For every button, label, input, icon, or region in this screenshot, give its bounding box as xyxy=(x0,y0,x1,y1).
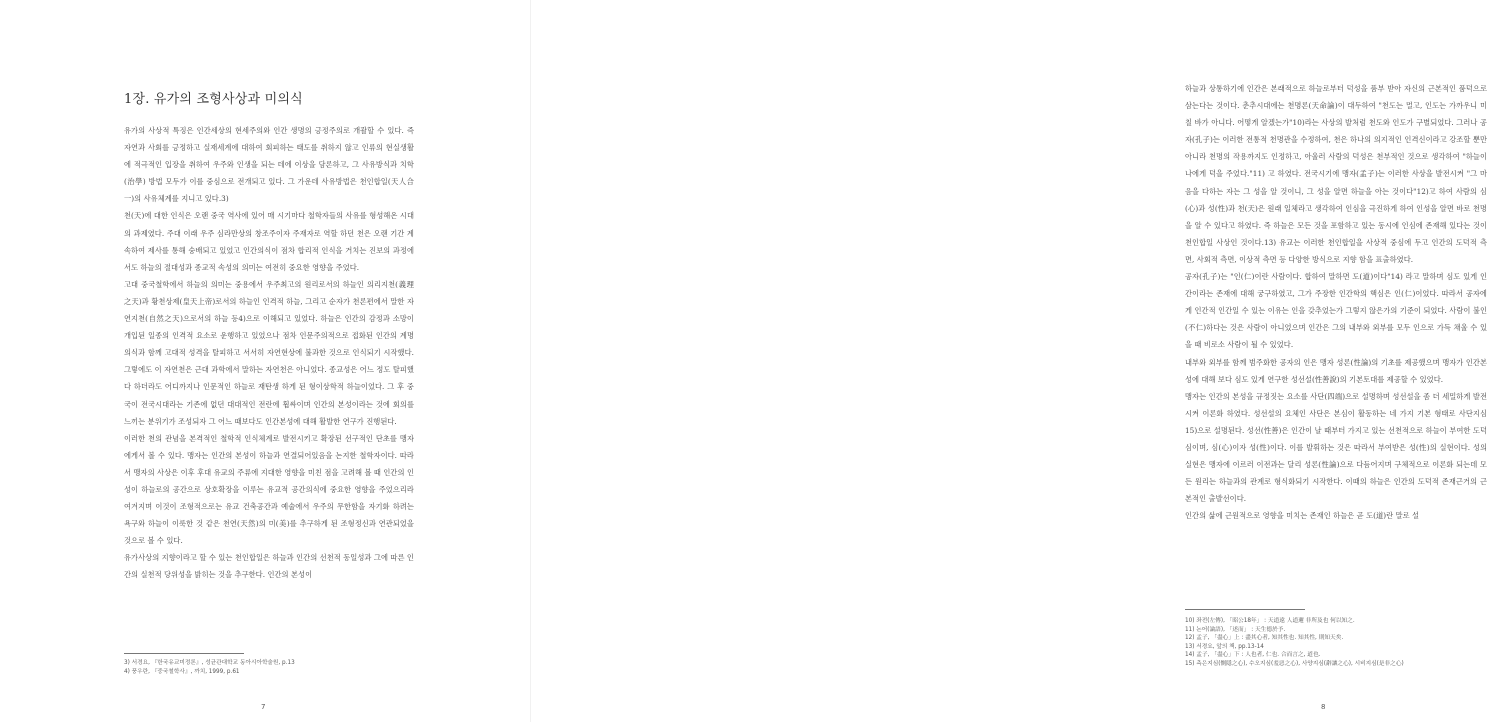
paragraph: 천(天)에 대한 인식은 오랜 중국 역사에 있어 매 시기마다 철학자들의 사유를 형성해온 시대의 과제였다. 주대 이래 우주 심라만상의 창조주이자 주재자로 역할 하던 천은 오랜 기간 계속하여 제사를 통해 숭배되고 있었고 인간의식이 점차 합리적 인식을 거치는 진보의 과정에서도 하늘의 절대성과 종교적 속성의 의미는 여전히 중요한 영향을 주었다. xyxy=(124,211,414,272)
chapter-title: 1장. 유가의 조형사상과 미의식 xyxy=(124,92,303,107)
right-page xyxy=(531,0,1487,722)
footnote: 10) 좌전(左傳), 「昭公18年」 : 天道遠 人道邇 非所及也 何以知之. xyxy=(1185,618,1355,624)
footnote: 4) 풍우란, 『중국철학사』, 까치, 1999, p.61 xyxy=(124,668,240,675)
footnote: 14) 孟子, 「盡心」下 : 人也者, 仁也. 合而言之, 道也. xyxy=(1185,652,1321,659)
page-number: 8 xyxy=(1321,703,1326,711)
paragraph: 인간의 삶에 근원적으로 영향을 미치는 존재인 하늘은 곧 도(道)란 말로 설 xyxy=(1185,511,1420,521)
right-body-text xyxy=(1185,80,1487,524)
footnote: 15) 측은지심(惻隱之心), 수오지심(羞惡之心), 사양지심(辭讓之心), 시비지심(是非之心) xyxy=(1185,660,1404,667)
page-number: 7 xyxy=(261,703,266,711)
footnote: 3) 서경요, 『한국유교미정론』, 성균관대학교 동아시아학술원, p.13 xyxy=(124,660,295,666)
left-page xyxy=(0,0,530,722)
left-footnotes xyxy=(124,659,414,676)
paragraph: 유가사상의 지향이라고 할 수 있는 천인합일은 하늘과 인간의 선천적 동일성과 그에 따른 인간의 실천적 당위성을 밝히는 것을 추구한다. 인간의 본성이 xyxy=(124,553,414,580)
left-body-text xyxy=(124,122,414,584)
footnote: 12) 孟子, 「盡心」上 : 盡其心者, 知其性也. 知其性, 則知天矣. xyxy=(1185,635,1344,642)
paragraph: 고대 중국철학에서 하늘의 의미는 중용에서 우주최고의 원리로서의 하늘인 의리지천(義理之天)과 황천상제(皇天上帝)로서의 하늘인 인격적 하늘, 그리고 순자가 천론편에서 말한 자연지천(自然之天)으로서의 하늘 등4)으로 이해되고 있었다. 하늘은 인간의 감정과 소망이 개입된 일종의 인격적 요소로 운행하고 있었으나 점차 인문주의적으로 접화된 인간의 계명의식과 함께 고대적 성격을 탈피하고 서서히 자연현상에 불과한 것으로 인식되기 시작했다. 그렇에도 이 자연천은 근대 과학에서 말하는 자연천은 아니었다. 종교성은 어느 정도 탈피했다 하더라도 어디까지나 인문적인 하늘로 재탄생 하게 된 형이상학적 하늘이었다. 그 후 중국이 전국시대라는 기존에 없던 대대적인 전란에 휩싸이며 인간의 본성이라는 것에 회의를 느끼는 분위기가 조성되자 그 어느 때보다도 인간본성에 대해 활발한 연구가 진행된다. xyxy=(124,279,414,426)
paragraph: 맹자는 인간의 본성을 규정짓는 요소를 사단(四端)으로 설명하며 성선설을 좀 더 세밀하게 발전시켜 이론화 하였다. 성선설의 요체인 사단은 본심이 활동하는 네 가지 기본 형태로 사단지심15)으로 설명된다. 성선(性善)은 인간이 날 때부터 가지고 있는 선천적으로 하늘이 부여한 도덕심이며, 심(心)이자 성(性)이다. 이를 발휘하는 것은 따라서 부여받은 성(性)의 실현이다. 성의 실현은 맹자에 이르러 이전과는 달리 성론(性論)으로 다듬어지며 구체적으로 이론화 되는데 모든 원리는 하늘과의 관계로 형식화되기 시작한다. 이때의 하늘은 인간의 도덕적 존재근거의 근본적인 출발선이다. xyxy=(1185,391,1487,504)
paragraph: 공자(孔子)는 "인(仁)이란 사람이다. 합하여 말하면 도(道)이다"14) 라고 말하며 심도 있게 인간이라는 존재에 대해 궁구하였고, 그가 주장한 인간학의 핵심은 인(仁)이었다. 따라서 공자에게 인간적 인간일 수 있는 이유는 인을 갖추었는가 그렇지 않은가의 기준이 되었다. 사람이 불인(不仁)하다는 것은 사람이 아니었으며 인간은 그의 내부와 외부를 모두 인으로 가득 채울 수 있을 때 비로소 사람이 될 수 있었다. xyxy=(1185,272,1487,350)
paragraph: 이러한 천의 관념을 본격적인 철학적 인식체계로 발전시키고 확장된 선구적인 단초를 맹자에게서 볼 수 있다. 맹자는 인간의 본성이 하늘과 연결되어있음을 논지한 철학자이다. 따라서 맹자의 사상은 이후 후대 유교의 주류에 지대한 영향을 미친 점을 고려해 볼 때 인간의 인성이 하늘로의 공간으로 상호확장을 이루는 유교적 공간의식에 중요한 영향을 주었으리라 여겨지며 이것이 조형적으로는 유교 건축공간과 예술에서 우주의 무한함을 자기화 하려는 욕구와 하늘이 이룩한 것 같은 천연(天然)의 미(美)를 추구하게 된 조형정신과 연관되었을 것으로 볼 수 있다. xyxy=(124,433,414,546)
footnote: 11) 논어(論語), 「述而」 : 天生德於予. xyxy=(1185,626,1286,633)
paragraph: 유가의 사상적 특징은 인간세상의 현세주의와 인간 생명의 긍정주의로 개괄할 수 있다. 즉 자연과 사회를 긍정하고 실재세계에 대하여 회피하는 태도를 취하지 않고 인류의 현실생활에 적극적인 입장을 취하여 우주와 인생을 되는 데에 이상을 담론하고, 그 사유방식과 치학(治學) 방법 모두가 이를 중심으로 전개되고 있다. 그 가운데 사유방법은 천인합일(天人合一)의 사유체계를 지니고 있다.3) xyxy=(124,126,414,204)
paragraph: 내부와 외부를 함께 범주화한 공자의 인은 맹자 성론(性論)의 기초를 제공했으며 맹자가 인간본성에 대해 보다 심도 있게 연구한 성선설(性善說)의 기본토대를 제공할 수 있었다. xyxy=(1185,357,1487,384)
right-footnotes xyxy=(1185,617,1487,669)
footnote-divider xyxy=(124,653,244,654)
footnote-divider xyxy=(1185,609,1305,610)
paragraph: 하늘과 상통하기에 인간은 본래적으로 하늘로부터 덕성을 품부 받아 자신의 근본적인 품덕으로 삼는다는 것이다. 춘추시대에는 천명론(天命論)이 대두하여 "천도는 멀고, 인도는 가까우니 미칠 바가 아니다. 어떻게 알겠는가"10)라는 사상의 발처럼 천도와 인도가 구별되었다. 그러나 공자(孔子)는 이러한 전통적 천명관을 수정하여, 천은 하나의 의지적인 인격신이라고 강조할 뿐만 아니라 천명의 작용까지도 인정하고, 아울러 사람의 덕성은 천부적인 것으로 생각하여 "하늘이 나에게 덕을 주었다."11) 고 하였다. 전국시기에 맹자(孟子)는 이러한 사상을 발전시켜 "그 마음을 다하는 자는 그 성을 알 것이니, 그 성을 알면 하늘을 아는 것이다"12)고 하여 사람의 심(心)과 성(性)과 천(天)은 원래 일체라고 생각하여 인심을 극진하게 하여 인성을 알면 바로 천명을 알 수 있다고 하였다. 즉 하늘은 모든 것을 포함하고 있는 동시에 인심에 존재해 있다는 것이 천인합일 사상인 것이다.13) 유교는 이러한 천인합일을 사상적 중심에 두고 인간의 도덕적 측면, 사회적 측면, 이상적 측면 등 다양한 방식으로 지향 함을 표출하였다. xyxy=(1185,84,1487,264)
footnote: 13) 서경요, 앞의 책, pp.13-14 xyxy=(1185,643,1264,650)
